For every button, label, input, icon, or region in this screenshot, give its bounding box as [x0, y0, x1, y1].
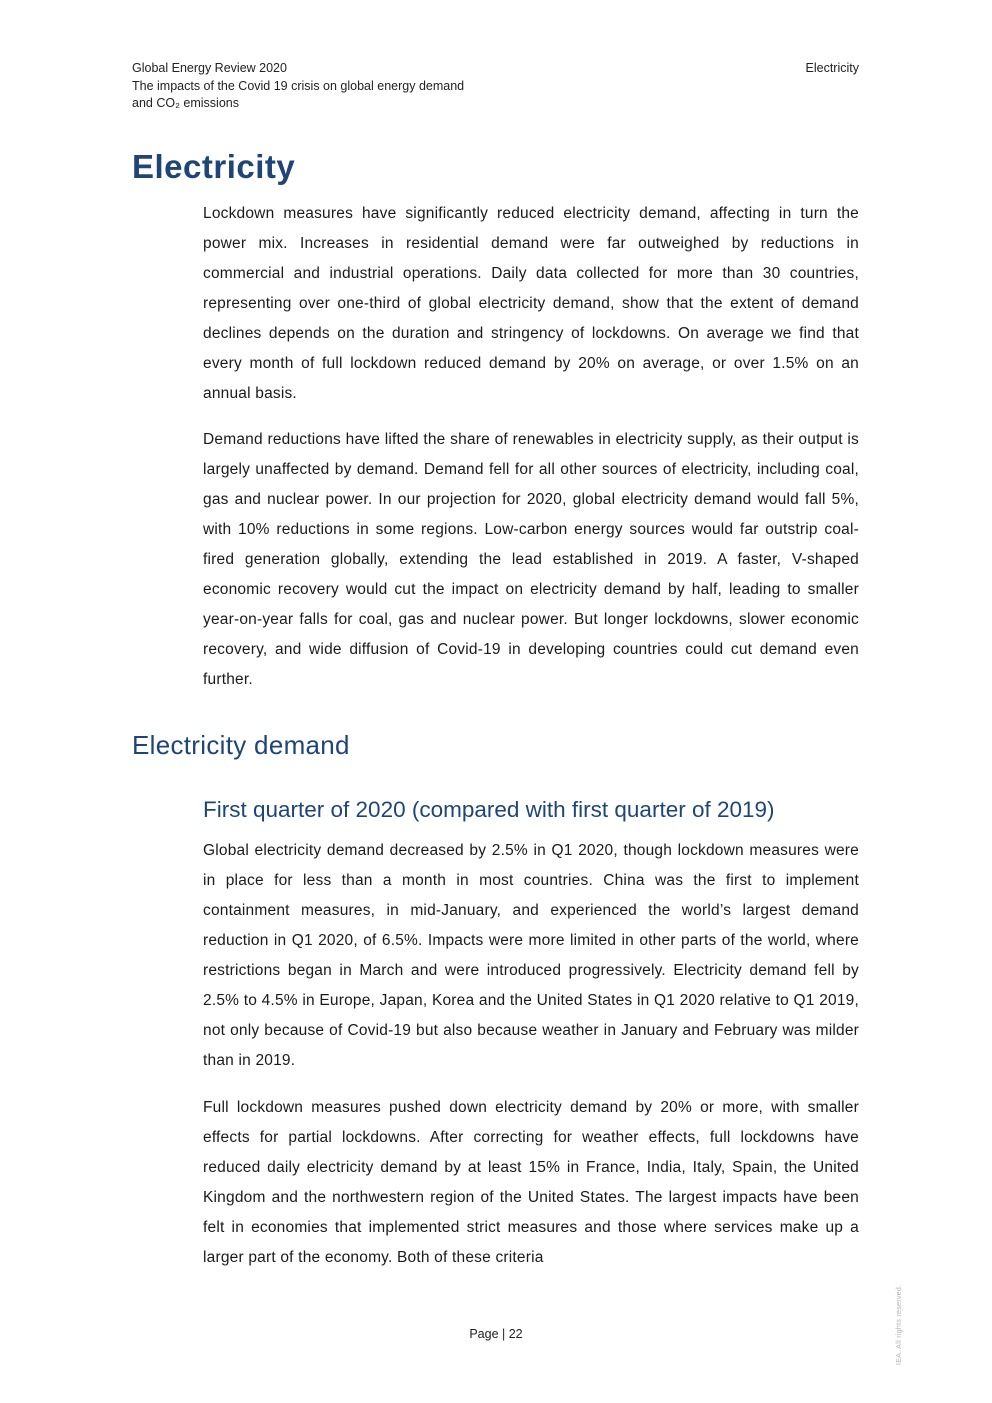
- header-section-name: Electricity: [805, 61, 859, 75]
- page-title: Electricity: [132, 148, 296, 185]
- body-paragraph: Global electricity demand decreased by 2.5% in Q1 2020, though lockdown measures were in place for less than a month in most countries. China was the first to implement containment measures, in mid-January, and experienced the world’s largest demand reduction in Q1 2020, of 6.5%. Impacts were more limited in other parts of the world, where restrictions began in March and were introduced progressively. Electricity demand fell by 2.5% to 4.5% in Europe, Japan, Korea and the United States in Q1 2020 relative to Q1 2019, not only because of Covid-19 but also because weather in January and February was milder than in 2019.: [203, 842, 859, 1069]
- body-paragraph: Full lockdown measures pushed down electricity demand by 20% or more, with smaller effects for partial lockdowns. After correcting for weather effects, full lockdowns have reduced daily electricity demand by at least 15% in France, India, Italy, Spain, the United Kingdom and the northwestern region of the United States. The largest impacts have been felt in economies that implemented strict measures and those where services make up a larger part of the economy. Both of these criteria: [203, 1099, 859, 1266]
- section-heading: Electricity demand: [132, 730, 350, 760]
- report-subtitle-line2: and CO₂ emissions: [132, 96, 239, 110]
- copyright-watermark: IEA. All rights reserved.: [896, 1284, 903, 1365]
- intro-paragraph: Lockdown measures have significantly reduced electricity demand, affecting in turn the power mix. Increases in residential demand were far outweighed by reductions in commercial and industrial operations. Daily data collected for more than 30 countries, representing over one-third of global electricity demand, show that the extent of demand declines depends on the duration and stringency of lockdowns. On average we find that every month of full lockdown reduced demand by 20% on average, or over 1.5% on an annual basis.: [203, 205, 859, 402]
- report-subtitle-line1: The impacts of the Covid 19 crisis on global energy demand: [132, 78, 465, 93]
- intro-paragraph: Demand reductions have lifted the share of renewables in electricity supply, as their output is largely unaffected by demand. Demand fell for all other sources of electricity, including coal, gas and nuclear power. In our projection for 2020, global electricity demand would fall 5%, with 10% reductions in some regions. Low-carbon energy sources would far outstrip coal-fired generation globally, extending the lead established in 2019. A faster, V-shaped economic recovery would cut the impact on electricity demand by half, leading to smaller year-on-year falls for coal, gas and nuclear power. But longer lockdowns, slower economic recovery, and wide diffusion of Covid-19 in developing countries could cut demand even further.: [203, 431, 859, 688]
- subsection-heading: First quarter of 2020 (compared with first quarter of 2019): [203, 797, 775, 822]
- report-title: Global Energy Review 2020: [132, 61, 287, 75]
- page-number: Page | 22: [469, 1327, 523, 1341]
- running-header: [132, 60, 532, 113]
